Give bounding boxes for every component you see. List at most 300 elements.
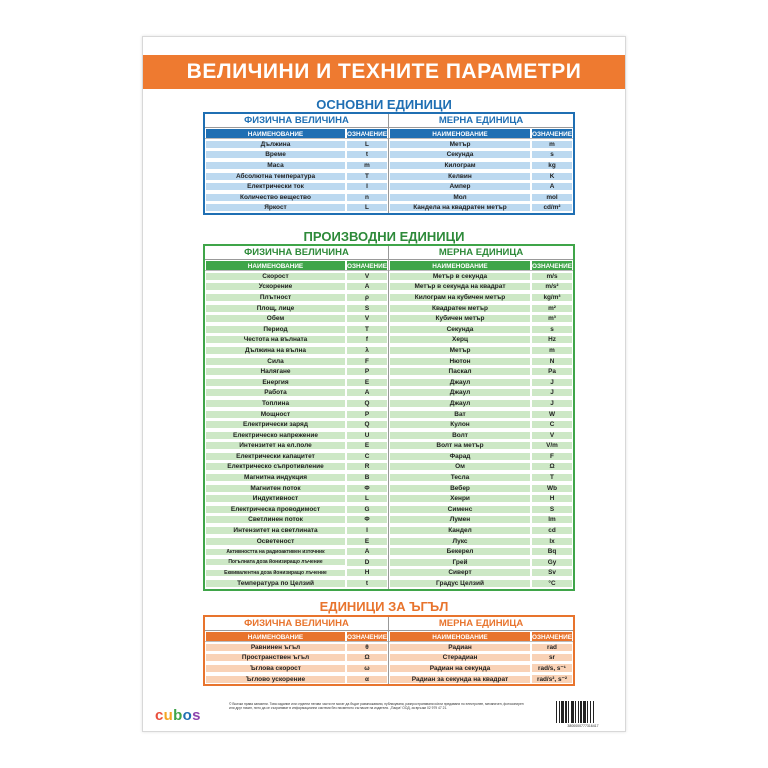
table-row: [389, 171, 573, 182]
quantity-name: Електрически капацитет: [206, 453, 345, 460]
quantity-symbol: Q: [347, 421, 387, 428]
table-row: [389, 181, 573, 192]
quantity-name: Равнинен ъгъл: [206, 644, 345, 651]
name-column-label: НАИМЕНОВАНИЕ: [390, 261, 530, 270]
table-row: [389, 483, 573, 494]
unit-symbol: Hz: [532, 336, 572, 343]
quantity-symbol: λ: [347, 347, 387, 354]
quantity-name: Електрическо напрежение: [206, 432, 345, 439]
quantity-symbol: I: [347, 527, 387, 534]
unit-name: Кубичен метър: [390, 315, 530, 322]
unit-symbol: s: [532, 326, 572, 333]
quantity-name: Време: [206, 151, 345, 158]
unit-name: Волт на метър: [390, 442, 530, 449]
table-row: [389, 345, 573, 356]
barcode-bar: [556, 701, 557, 723]
table-row: [389, 356, 573, 367]
unit-symbol: rad/s, s⁻¹: [532, 664, 572, 672]
unit-symbol: m: [532, 141, 572, 148]
name-column-label: НАИМЕНОВАНИЕ: [206, 261, 345, 270]
unit-name: Метър в секунда на квадрат: [390, 283, 530, 290]
table-row: [389, 271, 573, 282]
table-row: [205, 504, 388, 515]
symbol-column-label: ОЗНАЧЕНИЕ: [532, 633, 572, 641]
quantity-header: ФИЗИЧНА ВЕЛИЧИНА: [205, 617, 388, 631]
angle-left-half: [205, 617, 389, 684]
table-row: [389, 150, 573, 161]
quantity-symbol: V: [347, 273, 387, 280]
symbol-column-label: ОЗНАЧЕНИЕ: [347, 633, 387, 641]
unit-name: Бекерел: [390, 548, 530, 555]
angle-units-table: [203, 615, 575, 686]
quantity-symbol: C: [347, 453, 387, 460]
table-row: [389, 578, 573, 589]
quantity-name: Електрическа проводимост: [206, 506, 345, 513]
unit-name: Хенри: [390, 495, 530, 502]
unit-name: Килограм: [390, 162, 530, 169]
unit-name: Фарад: [390, 453, 530, 460]
quantity-symbol: ω: [347, 665, 387, 672]
unit-symbol: kg: [532, 162, 572, 169]
unit-name: Килограм на кубичен метър: [390, 294, 530, 301]
table-row: [389, 525, 573, 536]
basic-left-half: [205, 114, 389, 213]
quantity-symbol: D: [347, 559, 387, 566]
unit-name: Вебер: [390, 485, 530, 492]
unit-symbol: lm: [532, 516, 572, 523]
unit-symbol: kg/m³: [532, 294, 572, 301]
column-subheader: [205, 631, 388, 642]
quantity-name: Електрическо съпротивление: [206, 463, 345, 470]
unit-symbol: m³: [532, 315, 572, 322]
unit-symbol: J: [532, 389, 572, 396]
quantity-name: Електрически заряд: [206, 421, 345, 428]
unit-symbol: J: [532, 400, 572, 407]
quantity-name: Мощност: [206, 411, 345, 418]
table-row: [205, 451, 388, 462]
table-row: [205, 324, 388, 335]
table-row: [389, 139, 573, 150]
unit-name: Стерадиан: [390, 654, 530, 661]
table-row: [205, 430, 388, 441]
unit-symbol: mol: [532, 194, 572, 201]
quantity-name: Скорост: [206, 273, 345, 280]
table-row: [205, 568, 388, 579]
unit-name: Лумен: [390, 516, 530, 523]
poster-sheet: [142, 36, 626, 732]
table-row: [389, 472, 573, 483]
table-row: [389, 568, 573, 579]
table-row: [389, 388, 573, 399]
quantity-symbol: U: [347, 432, 387, 439]
unit-symbol: rad/s², s⁻²: [532, 675, 572, 683]
barcode-bar: [575, 701, 576, 723]
table-row: [389, 303, 573, 314]
table-row: [205, 409, 388, 420]
barcode-bar: [571, 701, 574, 723]
quantity-name: Интензитет на светлината: [206, 527, 345, 534]
table-row: [205, 653, 388, 664]
barcode-bar: [559, 701, 560, 723]
quantity-symbol: t: [347, 151, 387, 158]
unit-name: Волт: [390, 432, 530, 439]
quantity-symbol: T: [347, 173, 387, 180]
unit-symbol: cd/m²: [532, 204, 572, 211]
angle-columns: [205, 617, 573, 684]
table-row: [205, 663, 388, 674]
unit-name: Паскал: [390, 368, 530, 375]
quantity-symbol: Ω: [347, 654, 387, 661]
unit-symbol: m/s: [532, 273, 572, 280]
unit-name: Кандел: [390, 527, 530, 534]
unit-symbol: Gy: [532, 559, 572, 566]
quantity-name: Плътност: [206, 294, 345, 301]
page-title: ВЕЛИЧИНИ И ТЕХНИТЕ ПАРАМЕТРИ: [143, 55, 625, 89]
unit-symbol: °C: [532, 580, 572, 587]
quantity-name: Период: [206, 326, 345, 333]
table-row: [205, 536, 388, 547]
table-row: [389, 335, 573, 346]
unit-symbol: V: [532, 432, 572, 439]
table-row: [205, 160, 388, 171]
quantity-symbol: m: [347, 162, 387, 169]
quantity-symbol: E: [347, 442, 387, 449]
quantity-name: Ъглова скорост: [206, 665, 345, 672]
unit-symbol: F: [532, 453, 572, 460]
quantity-name: Работа: [206, 389, 345, 396]
angle-units-title: ЕДИНИЦИ ЗА ЪГЪЛ: [319, 599, 449, 614]
quantity-name: Топлина: [206, 400, 345, 407]
table-row: [205, 377, 388, 388]
quantity-symbol: V: [347, 315, 387, 322]
quantity-name: Налягане: [206, 368, 345, 375]
quantity-name: Обем: [206, 315, 345, 322]
quantity-name: Дължина: [206, 141, 345, 148]
unit-name: Метър в секунда: [390, 273, 530, 280]
unit-symbol: Ω: [532, 463, 572, 470]
unit-symbol: Wb: [532, 485, 572, 492]
quantity-symbol: α: [347, 676, 387, 683]
table-row: [205, 139, 388, 150]
basic-right-half: [389, 114, 573, 213]
quantity-symbol: P: [347, 368, 387, 375]
derived-units-title: ПРОИЗВОДНИ ЕДИНИЦИ: [303, 229, 465, 244]
table-row: [389, 451, 573, 462]
quantity-name: Активността на радиоактивен източник: [206, 549, 345, 555]
table-row: [205, 292, 388, 303]
quantity-name: Индуктивност: [206, 495, 345, 502]
quantity-symbol: θ: [347, 644, 387, 651]
unit-name: Радиан на секунда: [390, 665, 530, 672]
quantity-symbol: n: [347, 194, 387, 201]
unit-name: Радиан за секунда на квадрат: [390, 676, 530, 683]
table-row: [389, 557, 573, 568]
table-row: [205, 282, 388, 293]
barcode-bar: [590, 701, 591, 723]
table-row: [205, 525, 388, 536]
unit-symbol: m: [532, 347, 572, 354]
symbol-column-label: ОЗНАЧЕНИЕ: [532, 130, 572, 138]
column-subheader: [205, 128, 388, 139]
table-row: [389, 324, 573, 335]
quantity-symbol: H: [347, 569, 387, 576]
table-row: [389, 292, 573, 303]
table-row: [389, 674, 573, 685]
table-row: [389, 504, 573, 515]
quantity-header: ФИЗИЧНА ВЕЛИЧИНА: [205, 114, 388, 128]
unit-name: Нютон: [390, 358, 530, 365]
basic-columns: [205, 114, 573, 213]
quantity-symbol: I: [347, 183, 387, 190]
barcode-bar: [587, 701, 588, 723]
unit-name: Секунда: [390, 151, 530, 158]
quantity-symbol: Q: [347, 400, 387, 407]
quantity-symbol: L: [347, 141, 387, 148]
table-row: [205, 150, 388, 161]
table-row: [205, 419, 388, 430]
quantity-name: Количество вещество: [206, 194, 345, 201]
derived-right-half: [389, 246, 573, 589]
table-row: [389, 493, 573, 504]
quantity-symbol: t: [347, 580, 387, 587]
unit-name: Метър: [390, 347, 530, 354]
table-row: [205, 192, 388, 203]
quantity-name: Еквивалентна доза йонизиращо лъчение: [206, 570, 345, 576]
unit-name: Градус Целзий: [390, 580, 530, 587]
derived-columns: [205, 246, 573, 589]
unit-name: Келвин: [390, 173, 530, 180]
unit-symbol: J: [532, 379, 572, 386]
quantity-symbol: T: [347, 326, 387, 333]
barcode-bar: [583, 701, 586, 723]
quantity-symbol: A: [347, 548, 387, 555]
table-row: [205, 674, 388, 685]
quantity-name: Ускорение: [206, 283, 345, 290]
unit-symbol: H: [532, 495, 572, 502]
table-row: [389, 642, 573, 653]
quantity-name: Осветеност: [206, 538, 345, 545]
unit-symbol: K: [532, 173, 572, 180]
quantity-name: Електрически ток: [206, 183, 345, 190]
quantity-symbol: A: [347, 283, 387, 290]
unit-name: Ом: [390, 463, 530, 470]
barcode-bar: [593, 701, 594, 723]
unit-name: Херц: [390, 336, 530, 343]
unit-name: Грей: [390, 559, 530, 566]
unit-name: Тесла: [390, 474, 530, 481]
table-row: [205, 462, 388, 473]
unit-symbol: A: [532, 183, 572, 190]
unit-name: Мол: [390, 194, 530, 201]
table-row: [389, 282, 573, 293]
table-row: [205, 388, 388, 399]
unit-name: Кандела на квадратен метър: [390, 204, 530, 211]
quantity-symbol: F: [347, 358, 387, 365]
quantity-symbol: Φ: [347, 485, 387, 492]
angle-right-half: [389, 617, 573, 684]
unit-symbol: T: [532, 474, 572, 481]
quantity-symbol: f: [347, 336, 387, 343]
barcode-bar: [565, 701, 567, 723]
unit-name: Ват: [390, 411, 530, 418]
unit-symbol: lx: [532, 538, 572, 545]
table-row: [205, 546, 388, 557]
quantity-symbol: G: [347, 506, 387, 513]
copyright-text: © Всички права запазени. Това издание или отделни негови части не могат да бъдат размножавани, публикувани, разпространявани и/или предавани по електронен, механичен, фотокопирен или друг начин, нито да се съхраняват в информационни системи без писменото съгласие на издателя. „Пакра“ ООД, за връзки 02 979 47 21.: [229, 702, 524, 711]
derived-left-half: [205, 246, 389, 589]
symbol-column-label: ОЗНАЧЕНИЕ: [347, 130, 387, 138]
quantity-symbol: A: [347, 389, 387, 396]
name-column-label: НАИМЕНОВАНИЕ: [206, 129, 345, 138]
unit-name: Джаул: [390, 389, 530, 396]
cubos-logo: [155, 707, 201, 724]
quantity-symbol: S: [347, 305, 387, 312]
quantity-name: Светлинен поток: [206, 516, 345, 523]
quantity-name: Температура по Целзий: [206, 580, 345, 587]
table-row: [389, 546, 573, 557]
unit-name: Радиан: [390, 644, 530, 651]
table-row: [205, 313, 388, 324]
quantity-symbol: L: [347, 204, 387, 211]
quantity-name: Енергия: [206, 379, 345, 386]
table-row: [205, 203, 388, 214]
name-column-label: НАИМЕНОВАНИЕ: [390, 632, 530, 641]
quantity-name: Магнитна индукция: [206, 474, 345, 481]
column-subheader: [205, 260, 388, 271]
table-row: [205, 557, 388, 568]
unit-name: Ампер: [390, 183, 530, 190]
unit-symbol: Sv: [532, 569, 572, 576]
logo-text: cubos: [155, 707, 201, 724]
quantity-name: Честота на вълната: [206, 336, 345, 343]
table-row: [205, 181, 388, 192]
derived-units-table: [203, 244, 575, 591]
table-row: [205, 356, 388, 367]
unit-name: Сименс: [390, 506, 530, 513]
unit-name: Лукс: [390, 538, 530, 545]
quantity-symbol: R: [347, 463, 387, 470]
unit-symbol: s: [532, 151, 572, 158]
quantity-name: Площ, лице: [206, 305, 345, 312]
table-row: [205, 366, 388, 377]
quantity-symbol: B: [347, 474, 387, 481]
quantity-name: Интензитет на ел.поле: [206, 442, 345, 449]
basic-units-table: [203, 112, 575, 215]
quantity-name: Абсолютна температура: [206, 173, 345, 180]
quantity-name: Сила: [206, 358, 345, 365]
unit-name: Джаул: [390, 379, 530, 386]
barcode-icon: [555, 701, 611, 723]
unit-name: Джаул: [390, 400, 530, 407]
column-subheader: [389, 260, 573, 271]
column-subheader: [389, 631, 573, 642]
table-row: [389, 192, 573, 203]
table-row: [389, 160, 573, 171]
table-row: [205, 515, 388, 526]
quantity-name: Дължина на вълна: [206, 347, 345, 354]
table-row: [205, 303, 388, 314]
table-row: [389, 515, 573, 526]
unit-name: Кулон: [390, 421, 530, 428]
table-row: [205, 345, 388, 356]
table-row: [389, 366, 573, 377]
quantity-name: Ъглово ускорение: [206, 676, 345, 683]
table-row: [389, 419, 573, 430]
table-row: [389, 536, 573, 547]
unit-symbol: m/s²: [532, 283, 572, 290]
unit-symbol: C: [532, 421, 572, 428]
table-row: [205, 483, 388, 494]
unit-symbol: rad: [532, 644, 572, 651]
table-row: [205, 271, 388, 282]
barcode-bar: [561, 701, 564, 723]
table-row: [389, 663, 573, 674]
unit-symbol: V/m: [532, 442, 572, 449]
unit-symbol: cd: [532, 527, 572, 534]
unit-header: МЕРНА ЕДИНИЦА: [389, 617, 573, 631]
unit-symbol: m²: [532, 305, 572, 312]
table-row: [205, 335, 388, 346]
barcode-number: 3800000777316417: [567, 724, 599, 728]
unit-header: МЕРНА ЕДИНИЦА: [389, 246, 573, 260]
quantity-name: Маса: [206, 162, 345, 169]
quantity-symbol: E: [347, 538, 387, 545]
barcode-bar: [578, 701, 579, 723]
quantity-symbol: E: [347, 379, 387, 386]
table-row: [389, 441, 573, 452]
quantity-name: Погълната доза йонизиращо лъчение: [206, 559, 345, 565]
unit-symbol: S: [532, 506, 572, 513]
table-row: [389, 462, 573, 473]
table-row: [205, 493, 388, 504]
quantity-name: Пространствен ъгъл: [206, 654, 345, 661]
unit-symbol: W: [532, 411, 572, 418]
table-row: [389, 409, 573, 420]
column-subheader: [389, 128, 573, 139]
symbol-column-label: ОЗНАЧЕНИЕ: [532, 262, 572, 270]
table-row: [389, 398, 573, 409]
basic-units-title: ОСНОВНИ ЕДИНИЦИ: [316, 97, 452, 112]
quantity-name: Магнитен поток: [206, 485, 345, 492]
unit-name: Секунда: [390, 326, 530, 333]
name-column-label: НАИМЕНОВАНИЕ: [390, 129, 530, 138]
table-row: [389, 430, 573, 441]
quantity-name: Яркост: [206, 204, 345, 211]
quantity-symbol: Φ: [347, 516, 387, 523]
unit-name: Квадратен метър: [390, 305, 530, 312]
unit-name: Сиверт: [390, 569, 530, 576]
unit-symbol: Bq: [532, 548, 572, 555]
table-row: [389, 313, 573, 324]
table-row: [205, 441, 388, 452]
unit-header: МЕРНА ЕДИНИЦА: [389, 114, 573, 128]
quantity-symbol: P: [347, 411, 387, 418]
table-row: [205, 642, 388, 653]
table-row: [205, 472, 388, 483]
unit-symbol: N: [532, 358, 572, 365]
table-row: [389, 203, 573, 214]
unit-symbol: sr: [532, 654, 572, 661]
unit-name: Метър: [390, 141, 530, 148]
symbol-column-label: ОЗНАЧЕНИЕ: [347, 262, 387, 270]
quantity-symbol: L: [347, 495, 387, 502]
table-row: [205, 398, 388, 409]
quantity-header: ФИЗИЧНА ВЕЛИЧИНА: [205, 246, 388, 260]
table-row: [205, 171, 388, 182]
quantity-symbol: ρ: [347, 294, 387, 301]
unit-symbol: Pa: [532, 368, 572, 375]
table-row: [205, 578, 388, 589]
